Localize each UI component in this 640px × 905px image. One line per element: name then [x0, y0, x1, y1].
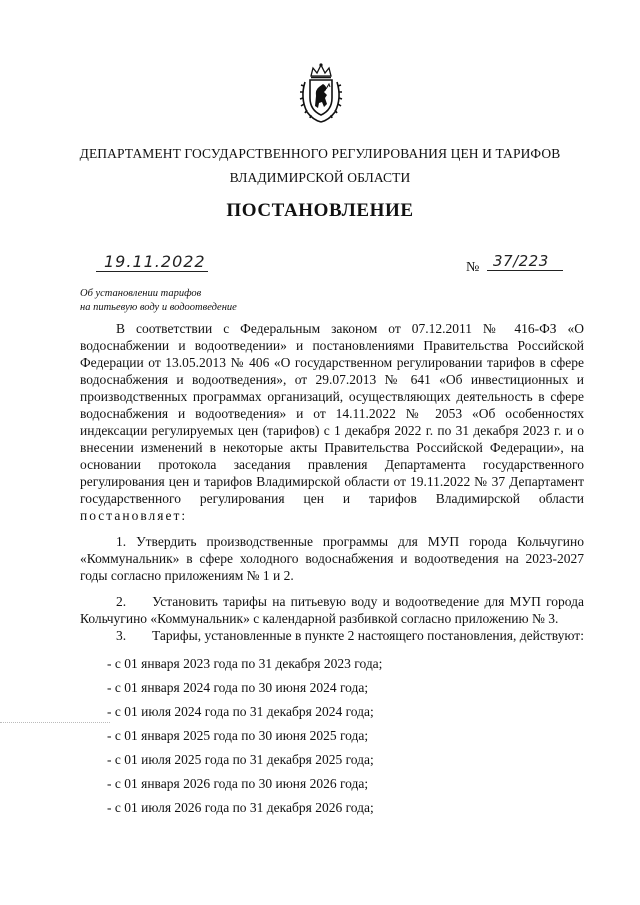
department-line-1: ДЕПАРТАМЕНТ ГОСУДАРСТВЕННОГО РЕГУЛИРОВАНИЯ ЦЕН И ТАРИФОВ — [79, 146, 561, 161]
subject-line-1: Об установлении тарифов — [80, 288, 202, 299]
resolves-word: постановляет: — [80, 508, 188, 523]
list-item: - с 01 января 2024 года по 30 июня 2024 года; — [107, 680, 369, 695]
list-item: - с 01 июля 2026 года по 31 декабря 2026 года; — [107, 800, 374, 815]
list-item: - с 01 января 2026 года по 30 июня 2026 года; — [107, 776, 369, 791]
preamble-text: В соответствии с Федеральным законом от 07.12.2011 № 416-ФЗ «О водоснабжении и водоотведении» и постановлениями Правительства Российской Федерации от 13.05.2013 № 406 «О государственном регулировании тарифов в сфере водоснабжения и водоотведения», от 29.07.2013 № 641 «Об инвестиционных и производственных программах организаций, осуществляющих деятельность в сфере водоснабжения и водоотведения» и от 14.11.2022 № 2053 «Об особенностях индексации регулируемых цен (тарифов) с 1 декабря 2022 г. по 31 декабря 2023 г. и о внесении изменений в некоторые акты Правительства Российской Федерации», на основании протокола заседания правления Департамента государственного регулирования цен и тарифов Владимирской области от 19.11.2022 № 37 Департамент государственного регулирования цен и тарифов Владимирской области — [80, 321, 584, 506]
preamble-paragraph — [80, 320, 584, 524]
department-line-2: ВЛАДИМИРСКОЙ ОБЛАСТИ — [229, 170, 411, 185]
document-type-title: ПОСТАНОВЛЕНИЕ — [226, 200, 414, 221]
item-3-text: Тарифы, установленные в пункте 2 настоящего постановления, действуют: — [152, 628, 584, 643]
scan-artifact-line — [0, 722, 110, 723]
subject-line-2: на питьевую воду и водоотведение — [80, 302, 237, 313]
document-subject — [80, 287, 237, 315]
document-body — [80, 320, 584, 820]
number-sign: № — [466, 260, 480, 275]
coat-of-arms-icon — [299, 62, 343, 124]
item-3 — [80, 627, 584, 644]
list-item: - с 01 июля 2025 года по 31 декабря 2025 года; — [107, 752, 374, 767]
list-item: - с 01 июля 2024 года по 31 декабря 2024 года; — [107, 704, 374, 719]
document-number: 37/223 — [487, 252, 563, 271]
item-3-number: 3. — [116, 628, 127, 643]
tariff-periods-list — [80, 652, 584, 820]
document-date: 19.11.2022 — [96, 252, 208, 272]
list-item: - с 01 января 2023 года по 31 декабря 2023 года; — [107, 656, 383, 671]
item-2: 2. Установить тарифы на питьевую воду и водоотведение для МУП города Кольчугино «Коммунальник» с календарной разбивкой согласно приложению № 3. — [80, 594, 584, 626]
item-1: 1. Утвердить производственные программы для МУП города Кольчугино «Коммунальник» в сфере холодного водоснабжения и водоотведения на 2023-2027 годы согласно приложениям № 1 и 2. — [80, 534, 584, 583]
department-name — [40, 142, 600, 190]
list-item: - с 01 января 2025 года по 30 июня 2025 года; — [107, 728, 369, 743]
